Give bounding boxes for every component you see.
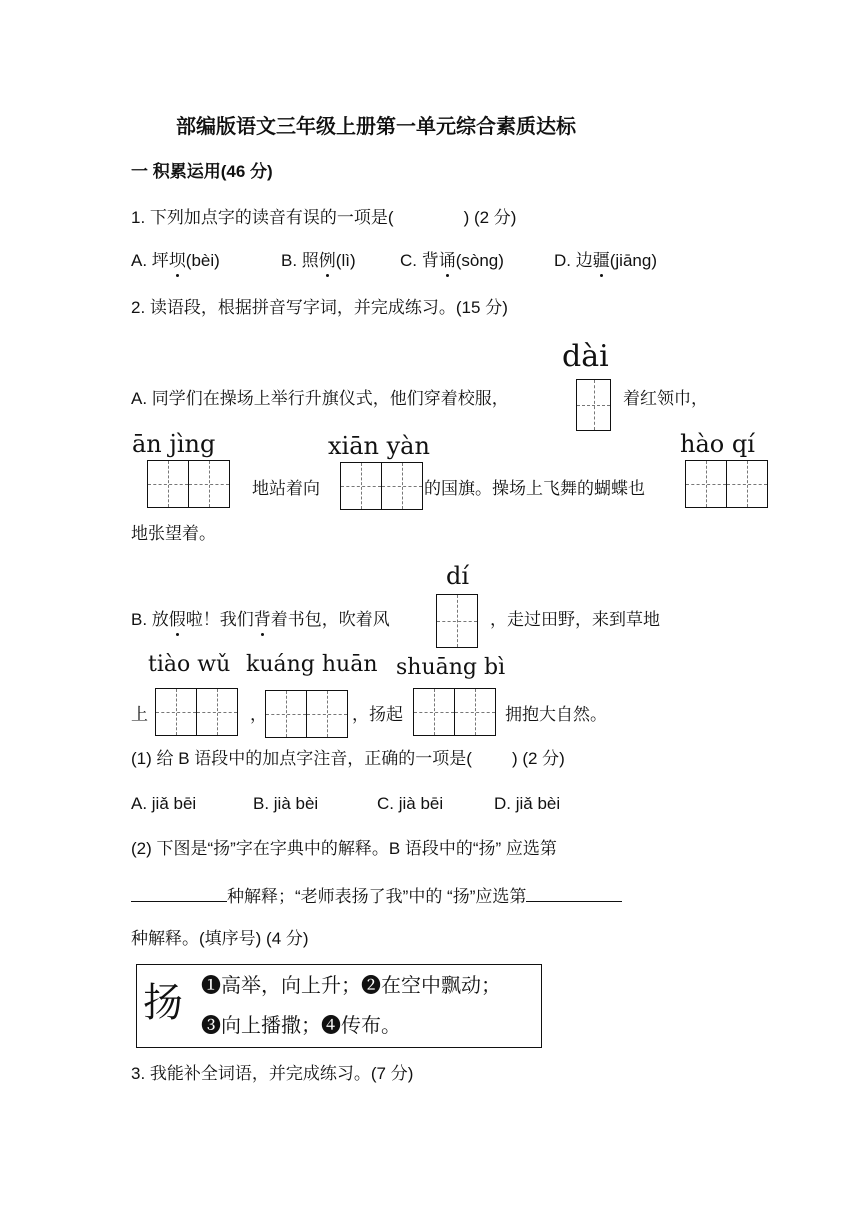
dotted-char: 诵 [438,251,456,270]
para-a-line3: 地张望着。 [131,524,216,543]
question-1-stem-text: 1. 下列加点字的读音有误的一项是( [131,208,394,227]
para-b-line1: B. 放假啦！我们背着书包，吹着风 [131,610,390,629]
write-box-di[interactable] [436,594,478,648]
sub-question-1-option-b: B. jià bèi [253,794,319,813]
question-1-option-b: B. 照例(lì) [281,251,356,270]
pinyin-kuanghuan: kuáng huān [246,652,378,677]
question-3-stem: 3. 我能补全词语，并完成练习。(7 分) [131,1064,414,1083]
para-b-line2: 上 [131,705,148,724]
para-a-line2: 地站着向 [252,479,320,498]
dotted-char: 例 [318,251,336,270]
pinyin-xianyan: xiān yàn [328,432,430,460]
question-1-score: ) (2 分) [463,208,517,227]
write-box-xianyan[interactable] [340,462,423,510]
sub-question-2-line2: 种解释；“老师表扬了我”中的 “扬”应选第 [131,883,622,908]
dictionary-char: 扬 [143,980,183,1026]
para-a-line1-end: 着红领巾， [623,389,708,408]
para-b-line2-end: 拥抱大自然。 [505,705,607,724]
dotted-char: 背 [253,610,271,629]
pinyin-haoqi: hào qí [680,430,755,458]
write-box-kuanghuan[interactable] [265,690,348,738]
dotted-char: 假 [168,610,186,629]
sub-question-2-line3: 种解释。(填序号) (4 分) [131,929,309,948]
pinyin-dai: dài [562,339,609,374]
write-box-tiaowu[interactable] [155,688,238,736]
para-b-line1-end: ，走过田野，来到草地 [490,610,660,629]
sub-question-1-option-d: D. jiǎ bèi [494,794,561,813]
sub-question-2-line1: (2) 下图是“扬”字在字典中的解释。B 语段中的“扬” 应选第 [131,839,557,858]
para-b-line2-mid: ，扬起 [352,705,403,724]
sub-question-1-option-c: C. jià bēi [377,794,444,813]
dotted-char: 疆 [592,251,610,270]
para-a-line1: A. 同学们在操场上举行升旗仪式，他们穿着校服， [131,389,509,408]
write-box-dai[interactable] [576,379,611,431]
para-a-line2-end: 的国旗。操场上飞舞的蝴蝶也 [424,479,645,498]
question-1-option-a: A. 坪坝(bèi) [131,251,220,270]
sub-question-1-option-a: A. jiǎ bēi [131,794,197,813]
write-box-anjing[interactable] [147,460,230,508]
sub-question-1-stem: (1) 给 B 语段中的加点字注音，正确的一项是( ) (2 分) [131,749,565,768]
question-2-stem: 2. 读语段，根据拼音写字词，并完成练习。(15 分) [131,298,508,317]
answer-blank[interactable] [131,883,227,902]
question-1-stem [131,207,516,229]
write-box-haoqi[interactable] [685,460,768,508]
pinyin-di: dí [446,562,470,590]
page-title: 部编版语文三年级上册第一单元综合素质达标 [176,116,576,138]
dictionary-entry-box [136,964,542,1048]
dictionary-line-2: ❸向上播撒；❹传布。 [201,1013,401,1037]
dotted-char: 坝 [168,251,186,270]
question-1-option-d: D. 边疆(jiāng) [554,251,657,270]
dictionary-line-1: ❶高举，向上升；❷在空中飘动； [201,973,501,997]
pinyin-anjing: ān jìng [132,430,216,458]
question-1-option-c: C. 背诵(sòng) [400,251,504,270]
pinyin-tiaowu: tiào wǔ [148,652,231,677]
para-b-comma: ， [250,705,267,724]
answer-blank[interactable] [526,883,622,902]
section-heading: 一 积累运用(46 分) [131,162,273,181]
pinyin-shuangbi: shuāng bì [396,655,506,680]
write-box-shuangbi[interactable] [413,688,496,736]
